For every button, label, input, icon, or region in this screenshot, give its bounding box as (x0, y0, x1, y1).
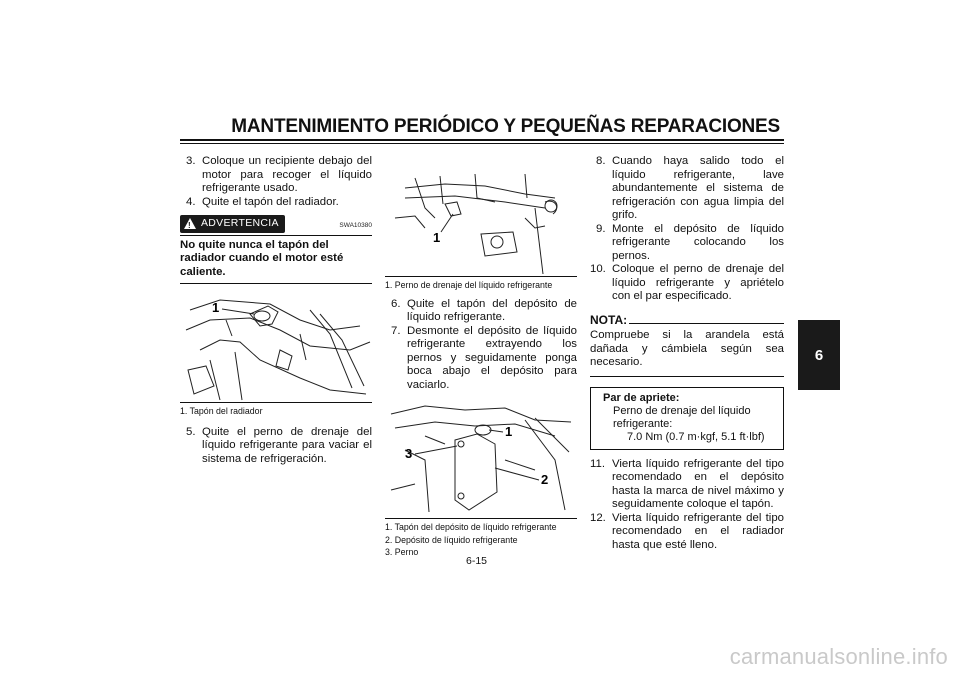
step-9: 9. Monte el depósito de líquido refrigerante colocando los pernos. (596, 222, 784, 262)
torque-value: 7.0 Nm (0.7 m·kgf, 5.1 ft·lbf) (627, 430, 765, 443)
step-8: 8. Cuando haya salido todo el líquido refrigerante, lave abundantemente el sistema de refrigeración con agua limpia del grifo. (596, 155, 784, 221)
note-text: Compruebe si la arandela está dañada y cámbiela según sea necesario. (590, 329, 784, 368)
torque-item: Perno de drenaje del líquido refrigerante: (613, 404, 751, 430)
figure-caption: 1. Tapón del radiador (180, 406, 263, 416)
title-rule-thin (180, 143, 784, 144)
callout-1: 1 (433, 230, 441, 245)
step-4: 4. Quite el tapón del radiador. (186, 195, 339, 208)
note-header: NOTA: (590, 314, 784, 328)
figure-coolant-reservoir (385, 400, 577, 519)
column-1 (180, 155, 372, 466)
reservoir-illustration (385, 400, 577, 518)
note-rule (590, 376, 784, 377)
page-number: 6-15 (466, 555, 488, 567)
chapter-tab[interactable]: 6 (798, 320, 840, 390)
figure-drain-bolt (385, 168, 577, 277)
warning-code: SWA10380 (339, 222, 372, 229)
step-7: 7. Desmonte el depósito de líquido refrigerante extrayendo los pernos y seguidamente ponga boca abajo el depósito para vaciarlo. (391, 324, 577, 391)
callout-2: 2 (541, 472, 549, 487)
callout-1: 1 (212, 300, 220, 315)
figure-caption-3: 3. Perno (385, 547, 419, 557)
warning-rule (180, 235, 372, 236)
step-11: 11. Vierta líquido refrigerante del tipo recomendado en el depósito hasta la marca de nivel máximo y seguidamente coloque el tapón. (590, 457, 784, 510)
callout-3: 3 (405, 446, 413, 461)
warning-text: No quite nunca el tapón del radiador cuando el motor esté caliente. (180, 238, 344, 278)
step-10: 10. Coloque el perno de drenaje del líquido refrigerante y apriételo con el par especificado. (590, 263, 784, 302)
figure-radiator-cap (180, 290, 372, 403)
warning-rule-bottom (180, 283, 372, 284)
step-12: 12. Vierta líquido refrigerante del tipo recomendado en el radiador hasta que esté lleno. (590, 511, 784, 551)
title-rule (180, 139, 784, 141)
warning-header (180, 215, 372, 233)
column-3 (590, 155, 784, 552)
step-5: 5. Quite el perno de drenaje del líquido refrigerante para vaciar el sistema de refrigeración. (186, 425, 372, 465)
figure-caption: 1. Perno de drenaje del líquido refrigerante (385, 280, 553, 290)
torque-heading: Par de apriete: (603, 391, 680, 404)
warning-badge: ! ADVERTENCIA (180, 215, 285, 233)
figure-caption-1: 1. Tapón del depósito de líquido refrigerante (385, 522, 557, 532)
watermark[interactable]: carmanualsonline.info (729, 644, 948, 669)
radiator-illustration (180, 290, 372, 402)
figure-caption-2: 2. Depósito de líquido refrigerante (385, 534, 518, 545)
torque-spec-box (590, 387, 784, 450)
step-3: 3. Coloque un recipiente debajo del motor para recoger el líquido refrigerante usado. (186, 155, 372, 194)
step-6: 6. Quite el tapón del depósito de líquido refrigerante. (391, 297, 577, 323)
drain-bolt-illustration (385, 168, 577, 276)
page-title: MANTENIMIENTO PERIÓDICO Y PEQUEÑAS REPARACIONES (231, 116, 780, 137)
callout-1: 1 (505, 424, 513, 439)
warning-triangle-icon (184, 218, 196, 229)
column-2 (385, 168, 577, 559)
